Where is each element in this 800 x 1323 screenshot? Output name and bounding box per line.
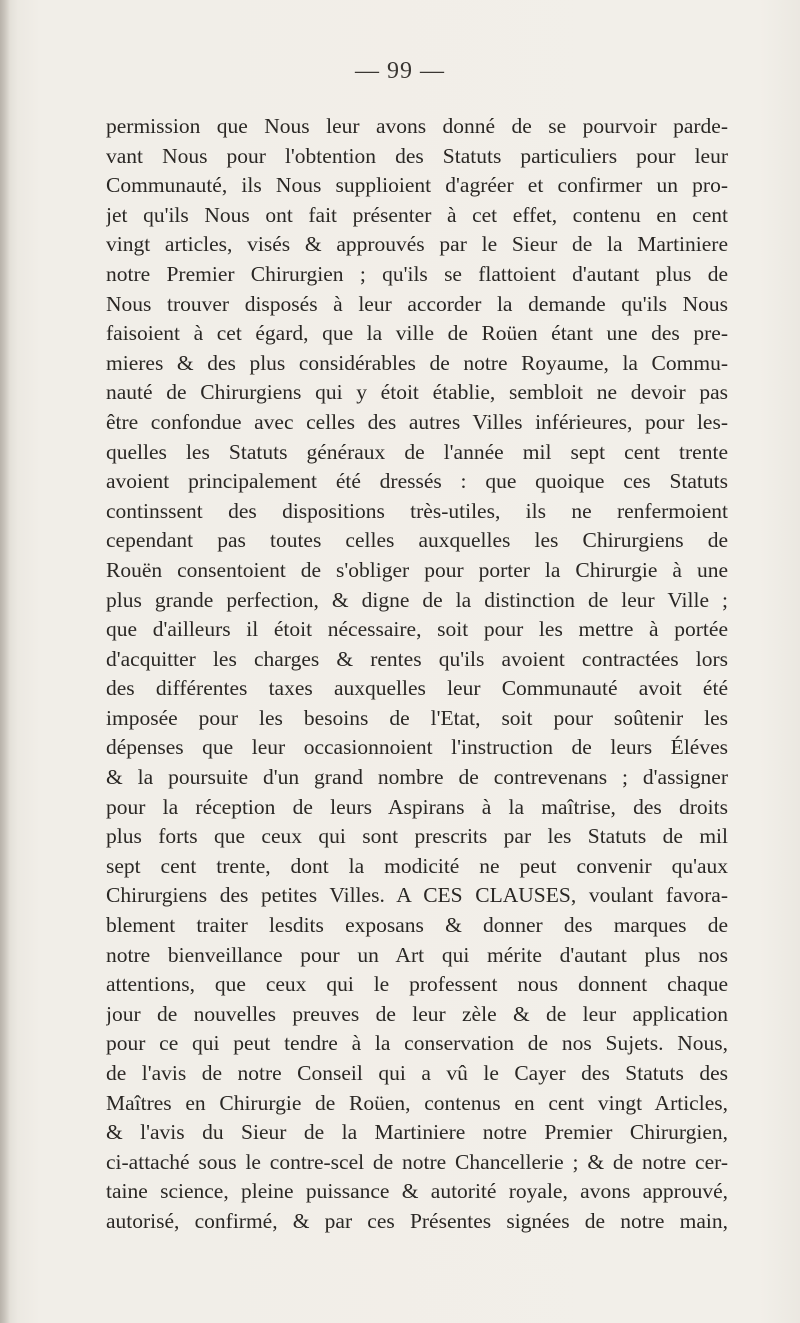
text-line: vingt articles, visés & approuvés par le Sieur de la Martiniere	[106, 232, 728, 257]
text-line: & l'avis du Sieur de la Martiniere notre Premier Chirurgien,	[106, 1120, 728, 1145]
text-line: Communauté, ils Nous supplioient d'agréer et confirmer un pro-	[106, 173, 728, 198]
text-line: permission que Nous leur avons donné de se pourvoir parde-	[106, 114, 728, 138]
text-line: & la poursuite d'un grand nombre de contrevenans ; d'assigner	[106, 765, 728, 790]
binding-shadow	[0, 0, 10, 1323]
text-line: ci-attaché sous le contre-scel de notre Chancellerie ; & de notre cer-	[106, 1149, 728, 1174]
text-line: continssent des dispositions très-utiles, ils ne renfermoient	[106, 498, 728, 523]
text-line: dépenses que leur occasionnoient l'instruction de leurs Éléves	[106, 735, 728, 760]
text-line: blement traiter lesdits exposans & donner des marques de	[106, 913, 728, 938]
text-line: faisoient à cet égard, que la ville de Roüen étant une des pre-	[106, 321, 728, 346]
text-line: Maîtres en Chirurgie de Roüen, contenus en cent vingt Articles,	[106, 1090, 728, 1115]
text-line: cependant pas toutes celles auxquelles les Chirurgiens de	[106, 528, 728, 553]
text-line: être confondue avec celles des autres Villes inférieures, pour les-	[106, 409, 728, 434]
text-line: mieres & des plus considérables de notre Royaume, la Commu-	[106, 350, 728, 375]
text-line: jour de nouvelles preuves de leur zèle & de leur application	[106, 1001, 728, 1026]
text-line: quelles les Statuts généraux de l'année mil sept cent trente	[106, 439, 728, 464]
text-line: vant Nous pour l'obtention des Statuts particuliers pour leur	[106, 143, 728, 168]
text-line: que d'ailleurs il étoit nécessaire, soit pour les mettre à portée	[106, 617, 728, 642]
text-line: avoient principalement été dressés : que quoique ces Statuts	[106, 469, 728, 494]
text-line: pour la réception de leurs Aspirans à la maîtrise, des droits	[106, 794, 728, 819]
text-line: Nous trouver disposés à leur accorder la demande qu'ils Nous	[106, 291, 728, 316]
text-line: d'acquitter les charges & rentes qu'ils avoient contractées lors	[106, 646, 728, 671]
text-line: notre Premier Chirurgien ; qu'ils se flattoient d'autant plus de	[106, 261, 728, 286]
text-line: de l'avis de notre Conseil qui a vû le Cayer des Statuts des	[106, 1061, 728, 1085]
text-line: imposée pour les besoins de l'Etat, soit pour soûtenir les	[106, 705, 728, 730]
text-line: Rouën consentoient de s'obliger pour porter la Chirurgie à une	[106, 557, 728, 582]
body-text	[106, 112, 728, 1237]
text-line: autorisé, confirmé, & par ces Présentes signées de notre main,	[106, 1208, 728, 1233]
text-line: notre bienveillance pour un Art qui mérite d'autant plus nos	[106, 942, 728, 967]
text-line: des différentes taxes auxquelles leur Communauté avoit été	[106, 676, 728, 701]
text-line: plus forts que ceux qui sont prescrits par les Statuts de mil	[106, 824, 728, 849]
text-line: jet qu'ils Nous ont fait présenter à cet effet, contenu en cent	[106, 202, 728, 227]
page-number: — 99 —	[355, 58, 445, 84]
text-line: taine science, pleine puissance & autorité royale, avons approuvé,	[106, 1179, 728, 1204]
text-line: plus grande perfection, & digne de la distinction de leur Ville ;	[106, 587, 728, 612]
text-line: nauté de Chirurgiens qui y étoit établie, sembloit ne devoir pas	[106, 380, 728, 405]
text-line: attentions, que ceux qui le professent nous donnent chaque	[106, 972, 728, 997]
text-line: sept cent trente, dont la modicité ne peut convenir qu'aux	[106, 853, 728, 878]
text-line: Chirurgiens des petites Villes. A CES CLAUSES, voulant favora-	[106, 883, 728, 908]
text-line: pour ce qui peut tendre à la conservation de nos Sujets. Nous,	[106, 1031, 728, 1056]
